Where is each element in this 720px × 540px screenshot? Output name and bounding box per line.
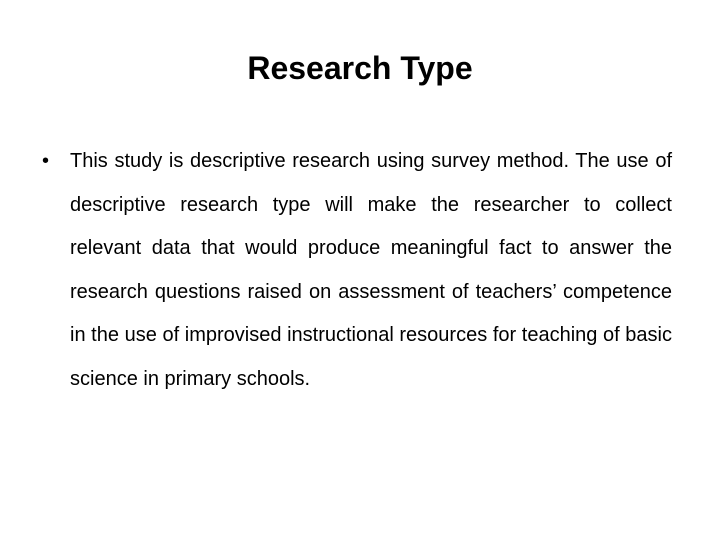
- slide-title: Research Type: [247, 50, 473, 86]
- bullet-marker: •: [42, 150, 50, 172]
- bullet-item: [32, 140, 672, 401]
- bullet-text: This study is descriptive research using survey method. The use of descriptive research type will make the researcher to collect relevant data that would produce meaningful fact to answer the research questions raised on assessment of teachers’ competence in the use of improvised instructional resources for teaching of basic science in primary schools.: [70, 150, 672, 390]
- bullet-list: [32, 140, 672, 401]
